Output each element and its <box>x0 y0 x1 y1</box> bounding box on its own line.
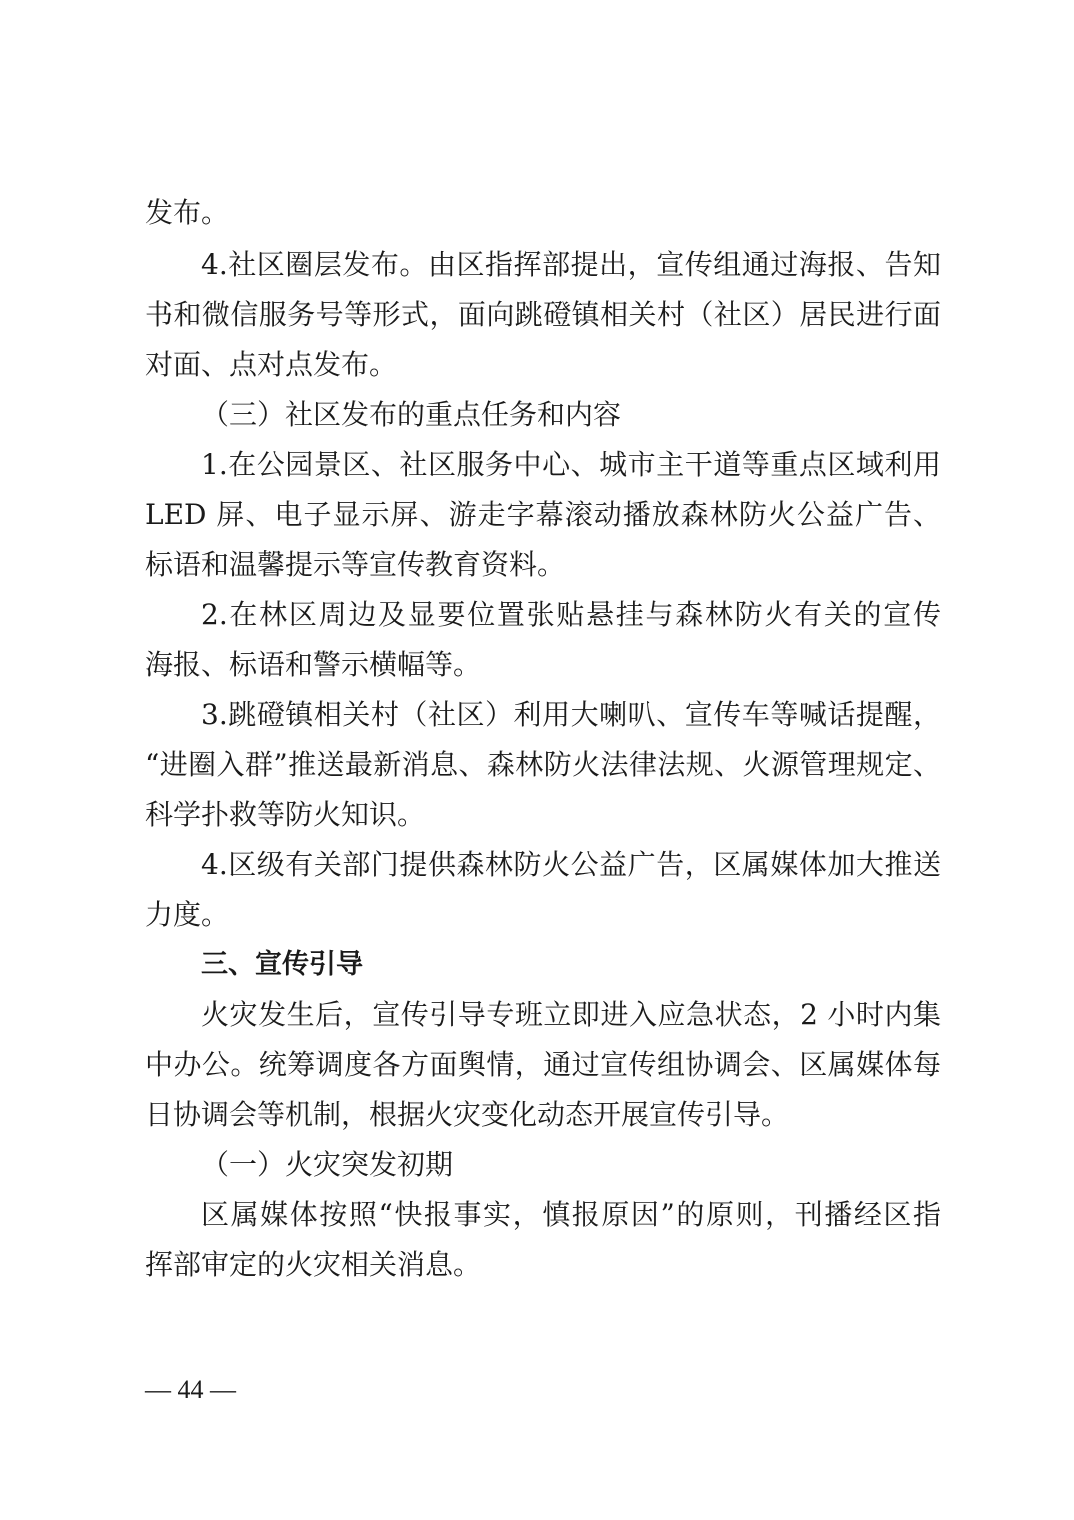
text-line: 日协调会等机制，根据火灾变化动态开展宣传引导。 <box>145 1098 790 1131</box>
text-line: “进圈入群”推送最新消息、森林防火法律法规、火源管理规定、 <box>145 748 941 781</box>
text-line: 区属媒体按照“快报事实，慎报原因”的原则，刊播经区指 <box>201 1198 941 1231</box>
text-line: 挥部审定的火灾相关消息。 <box>145 1248 482 1281</box>
text-line: 发布。 <box>145 196 230 229</box>
text-line: LED 屏、电子显示屏、游走字幕滚动播放森林防火公益广告、 <box>145 498 941 531</box>
text-line: 标语和温馨提示等宣传教育资料。 <box>145 548 566 581</box>
text-line: 4.社区圈层发布。由区指挥部提出，宣传组通过海报、告知 <box>201 248 941 281</box>
text-line: 2.在林区周边及显要位置张贴悬挂与森林防火有关的宣传 <box>201 598 941 631</box>
text-line: 书和微信服务号等形式，面向跳磴镇相关村（社区）居民进行面 <box>145 298 941 331</box>
text-line: 1.在公园景区、社区服务中心、城市主干道等重点区域利用 <box>201 448 941 481</box>
page-number: — 44 — <box>145 1375 236 1404</box>
text-line: 海报、标语和警示横幅等。 <box>145 648 482 681</box>
text-line: 对面、点对点发布。 <box>145 348 398 381</box>
section-heading: 三、宣传引导 <box>201 949 363 980</box>
section-subheading: （三）社区发布的重点任务和内容 <box>201 398 622 431</box>
text-line: 科学扑救等防火知识。 <box>145 798 426 831</box>
text-line: 中办公。统筹调度各方面舆情，通过宣传组协调会、区属媒体每 <box>145 1048 941 1081</box>
text-line: 火灾发生后，宣传引导专班立即进入应急状态，2 小时内集 <box>201 998 941 1031</box>
text-line: 力度。 <box>145 898 230 931</box>
text-line: 3.跳磴镇相关村（社区）利用大喇叭、宣传车等喊话提醒， <box>201 698 941 731</box>
text-line: 4.区级有关部门提供森林防火公益广告，区属媒体加大推送 <box>201 848 941 881</box>
section-subheading: （一）火灾突发初期 <box>201 1148 454 1181</box>
